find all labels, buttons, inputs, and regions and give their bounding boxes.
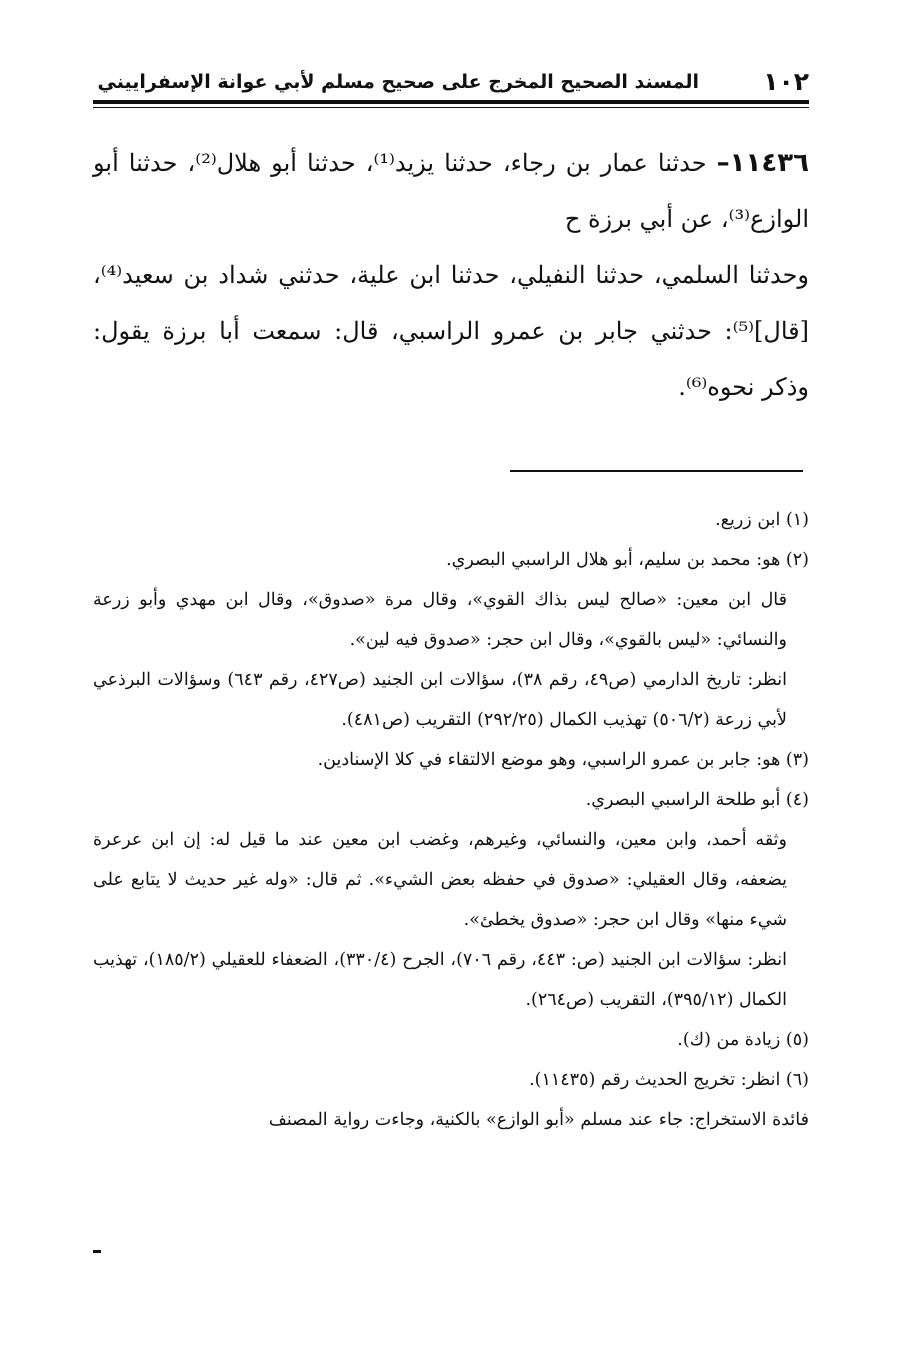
page-number: ١٠٢ bbox=[763, 67, 809, 96]
footnote-4-detail-b: انظر: سؤالات ابن الجنيد (ص: ٤٤٣، رقم ٧٠٦)، الجرح (٣٣٠/٤)، الضعفاء للعقيلي (١٨٥/٢)، تهذيب الكمال (٣٩٥/١٢)، التقريب (ص٢٦٤). bbox=[93, 950, 787, 1010]
footnote-separator bbox=[510, 470, 803, 472]
footnote-4-detail-a: وثقه أحمد، وابن معين، والنسائي، وغيرهم، وغضب ابن معين عند ما قيل له: إن ابن عرعرة يضعفه، وقال العقيلي: «صدوق في حفظه بعض الشيء». ثم قال: «وله غير حديث لا يتابع على شيء منها» وقال ابن حجر: «صدوق يخطئ». bbox=[93, 830, 787, 930]
footnote-3: (٣) هو: جابر بن عمرو الراسبي، وهو موضع الالتقاء في كلا الإسنادين. bbox=[317, 750, 809, 770]
footnote-2: (٢) هو: محمد بن سليم، أبو هلال الراسبي البصري. bbox=[446, 550, 809, 570]
stray-mark bbox=[93, 1250, 101, 1253]
header-rule-thin bbox=[93, 107, 809, 108]
footnote-4: (٤) أبو طلحة الراسبي البصري. bbox=[585, 790, 809, 810]
hadith-line-2: وحدثنا السلمي، حدثنا النفيلي، حدثنا ابن علية، حدثني شداد بن سعيد⁽⁴⁾، [قال]⁽⁵⁾: حدثني جابر بن عمرو الراسبي، قال: سمعت أبا برزة يقول: وذكر نحوه⁽⁶⁾. bbox=[93, 261, 809, 401]
footnote-2-detail-a: قال ابن معين: «صالح ليس بذاك القوي»، وقال مرة «صدوق»، وقال ابن مهدي وأبو زرعة والنسائي: «ليس بالقوي»، وقال ابن حجر: «صدوق فيه لين». bbox=[93, 590, 787, 650]
page-header bbox=[93, 66, 809, 98]
footnote-2-detail-b: انظر: تاريخ الدارمي (ص٤٩، رقم ٣٨)، سؤالات ابن الجنيد (ص٤٢٧، رقم ٦٤٣) وسؤالات البرذعي لأبي زرعة (٥٠٦/٢) تهذيب الكمال (٢٩٢/٢٥) التقريب (ص٤٨١). bbox=[93, 670, 787, 730]
extraction-benefit: فائدة الاستخراج: جاء عند مسلم «أبو الوازع» بالكنية، وجاءت رواية المصنف bbox=[268, 1110, 809, 1130]
hadith-paragraph-1 bbox=[93, 135, 809, 247]
hadith-line-1: حدثنا عمار بن رجاء، حدثنا يزيد⁽¹⁾، حدثنا أبو هلال⁽²⁾، حدثنا أبو الوازع⁽³⁾، عن أبي برزة ح bbox=[93, 149, 809, 233]
hadith-number: ١١٤٣٦– bbox=[716, 148, 810, 178]
hadith-paragraph-2 bbox=[93, 247, 809, 415]
footnote-5: (٥) زيادة من (ك). bbox=[677, 1030, 809, 1050]
footnote-1: (١) ابن زريع. bbox=[715, 510, 809, 530]
footnotes bbox=[93, 500, 809, 1140]
main-text bbox=[93, 135, 809, 415]
footnote-6: (٦) انظر: تخريج الحديث رقم (١١٤٣٥). bbox=[529, 1070, 809, 1090]
header-rule-thick bbox=[93, 100, 809, 104]
running-title: المسند الصحيح المخرج على صحيح مسلم لأبي عوانة الإسفراييني bbox=[97, 71, 699, 93]
